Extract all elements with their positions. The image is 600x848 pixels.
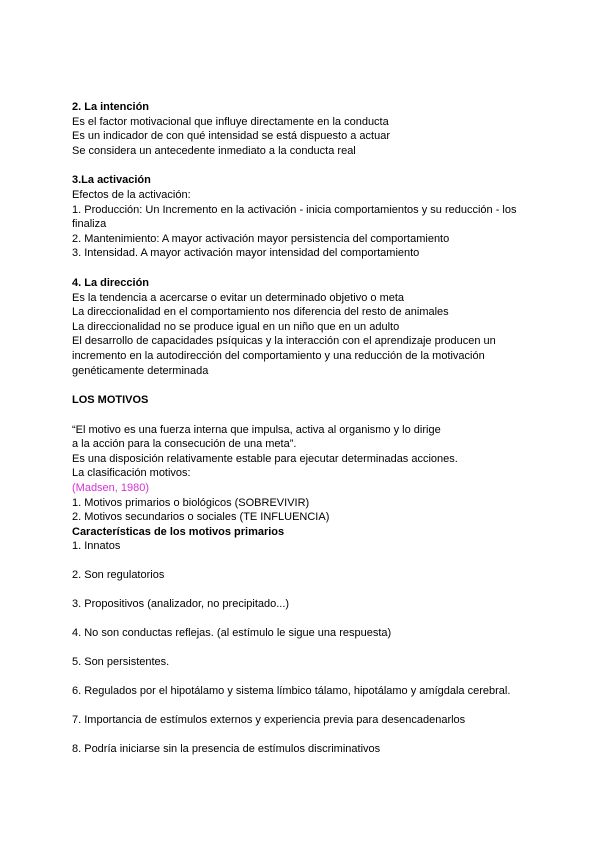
characteristic-item: 7. Importancia de estímulos externos y experiencia previa para desencadenarlos bbox=[72, 714, 466, 727]
characteristic-item: 6. Regulados por el hipotálamo y sistema límbico tálamo, hipotálamo y amígdala cerebral. bbox=[72, 685, 511, 698]
text-line: El desarrollo de capacidades psíquicas y la interacción con el aprendizaje producen un incremento en la autodirección del comportamiento y una reducción de la motivación genéticamente determinada bbox=[72, 335, 496, 377]
characteristic-item: 1. Innatos bbox=[72, 540, 121, 553]
text-line: La direccionalidad en el comportamiento nos diferencia del resto de animales bbox=[72, 306, 449, 319]
text-line: Es un indicador de con qué intensidad se está dispuesto a actuar bbox=[72, 130, 390, 143]
text-line: La direccionalidad no se produce igual en un niño que en un adulto bbox=[72, 320, 400, 333]
list-item: 1. Motivos primarios o biológicos (SOBREVIVIR) bbox=[72, 496, 310, 509]
text-line: 3. Intensidad. A mayor activación mayor intensidad del comportamiento bbox=[72, 247, 420, 260]
characteristic-item: 8. Podría iniciarse sin la presencia de estímulos discriminativos bbox=[72, 743, 381, 756]
characteristics-title: Características de los motivos primarios bbox=[72, 525, 285, 538]
citation-reference: (Madsen, 1980) bbox=[72, 482, 150, 495]
section-title-direccion: 4. La dirección bbox=[72, 276, 150, 289]
document-page bbox=[72, 100, 532, 757]
section-title-activacion: 3.La activación bbox=[72, 174, 151, 187]
text-line: Es el factor motivacional que influye directamente en la conducta bbox=[72, 115, 389, 128]
quote-line: “El motivo es una fuerza interna que impulsa, activa al organismo y lo dirige bbox=[72, 423, 441, 436]
text-line: Es la tendencia a acercarse o evitar un determinado objetivo o meta bbox=[72, 291, 405, 304]
text-line: La clasificación motivos: bbox=[72, 467, 191, 480]
characteristic-item: 4. No son conductas reflejas. (al estímulo le sigue una respuesta) bbox=[72, 627, 392, 640]
quote-line: a la acción para la consecución de una meta”. bbox=[72, 438, 297, 451]
list-item: 2. Motivos secundarios o sociales (TE INFLUENCIA) bbox=[72, 511, 330, 524]
characteristic-item: 2. Son regulatorios bbox=[72, 569, 165, 582]
section-title-intencion: 2. La intención bbox=[72, 101, 150, 113]
characteristic-item: 5. Son persistentes. bbox=[72, 656, 170, 669]
text-line: Se considera un antecedente inmediato a la conducta real bbox=[72, 144, 356, 157]
text-line: Efectos de la activación: bbox=[72, 188, 191, 201]
text-line: 2. Mantenimiento: A mayor activación mayor persistencia del comportamiento bbox=[72, 232, 450, 245]
characteristic-item: 3. Propositivos (analizador, no precipitado...) bbox=[72, 598, 290, 611]
text-line: 1. Producción: Un Incremento en la activación - inicia comportamientos y su reducción - los finaliza bbox=[72, 203, 517, 231]
section-title-motivos: LOS MOTIVOS bbox=[72, 394, 149, 407]
text-line: Es una disposición relativamente estable para ejecutar determinadas acciones. bbox=[72, 452, 458, 465]
